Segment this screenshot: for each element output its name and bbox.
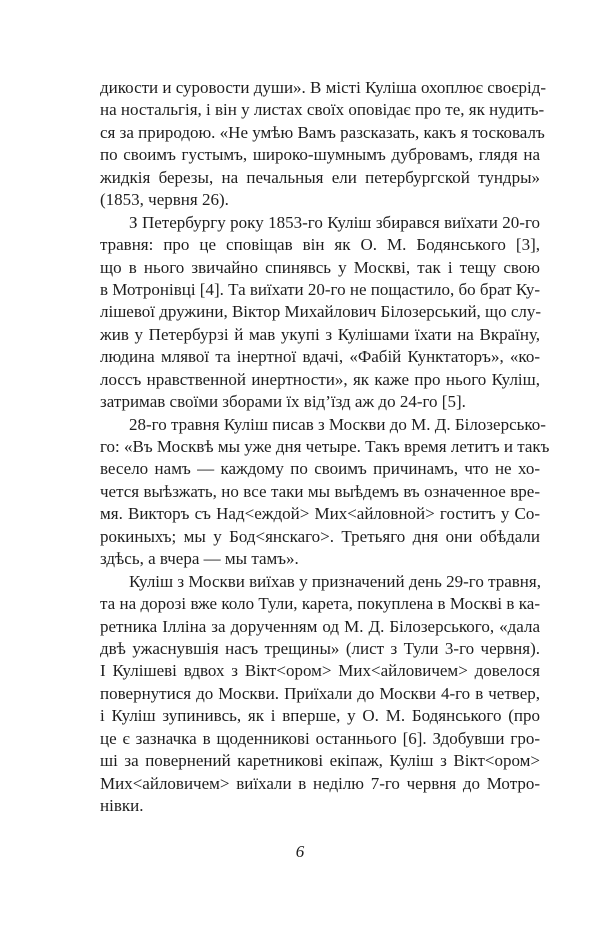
text-line: людина млявої та інертної вдачі, «Фабій Кунктаторъ», «ко- [100, 347, 540, 367]
text-line: та на дорозі вже коло Тули, карета, покуплена в Москві в ка- [100, 594, 540, 614]
text-line: 28-го травня Куліш писав з Москви до М. Д. Білозерсько- [129, 414, 546, 434]
text-line: ші за повернений каретникові екіпаж, Куліш з Вікт<ором> [100, 751, 540, 771]
text-line: З Петербургу року 1853-го Куліш збирався виїхати 20-го [129, 212, 540, 232]
text-line: і Куліш зупинивсь, як і вперше, у О. М. Бодянського (про [100, 706, 540, 726]
text-line: в Мотронівці [4]. Та виїхати 20-го не пощастило, бо брат Ку- [100, 279, 541, 299]
text-line: І Кулішеві вдвох з Вікт<ором> Мих<айловичем> довелося [100, 661, 540, 681]
text-line: мя. Викторъ съ Над<еждой> Мих<айловной> гоститъ у Со- [100, 504, 540, 524]
text-line: рокиныхъ; мы у Бод<янскаго>. Третьяго дня они обѣдали [100, 526, 540, 546]
paragraph-3 [100, 414, 550, 571]
page-number: 6 [295, 842, 305, 861]
paragraph-2 [100, 212, 540, 414]
paragraph-1 [100, 77, 547, 212]
text-line: весело намъ — каждому по своимъ причинамъ, что не хо- [100, 459, 540, 479]
body-text [100, 77, 550, 817]
text-line: Мих<айловичем> виїхали в неділю 7-го червня до Мотро- [100, 773, 540, 793]
text-line: двѣ ужаснувшія насъ трещины» (лист з Тули 3-го червня). [100, 638, 540, 658]
text-line: лоссъ нравственной инертности», як каже про нього Куліш, [100, 369, 540, 389]
text-line: Куліш з Москви виїхав у призначений день 29-го травня, [129, 571, 541, 591]
text-line: лішевої дружини, Віктор Михайлович Білозерський, що слу- [100, 302, 542, 322]
text-line: го: «Въ Москвѣ мы уже дня четыре. Такъ время летитъ и такъ [100, 437, 550, 456]
text-line: нівки. [100, 796, 144, 815]
text-line: чется выѣзжать, но все таки мы выѣдемъ въ означенное вре- [100, 481, 540, 501]
text-line: по своимъ густымъ, широко-шумнымъ дубровамъ, глядя на [100, 145, 540, 165]
text-line: дикости и суровости души». В місті Куліша охоплює своєрід- [100, 78, 547, 97]
text-line: травня: про це сповіщав він як О. М. Бодянського [3], [100, 235, 540, 255]
text-line: ретника Ілліна за дорученням од М. Д. Білозерського, «дала [100, 616, 540, 636]
text-line: (1853, червня 26). [100, 190, 229, 210]
text-line: жив у Петербурзі й мав укупі з Кулішами їхати на Вкраїну, [100, 324, 540, 344]
text-line: це є зазначка в щоденникові останнього [6]. Здобувши гро- [100, 728, 540, 748]
text-line: жидкія березы, на печальныя ели петербургской тундры» [100, 167, 540, 187]
text-line: на ностальгія, і він у листах своїх оповідає про те, як нудить- [100, 100, 545, 120]
text-line: здѣсь, а вчера — мы тамъ». [100, 549, 299, 569]
text-line: повернутися до Москви. Приїхали до Москви 4-го в четвер, [100, 683, 540, 703]
paragraph-4 [100, 571, 540, 818]
text-line: що в нього звичайно спинявсь у Москві, так і тещу свою [100, 257, 540, 277]
text-line: ся за природою. «Не умѣю Вамъ разсказать, какъ я тосковалъ [100, 122, 545, 142]
text-line: затримав своїми зборами їх від’їзд аж до 24-го [5]. [100, 392, 466, 412]
